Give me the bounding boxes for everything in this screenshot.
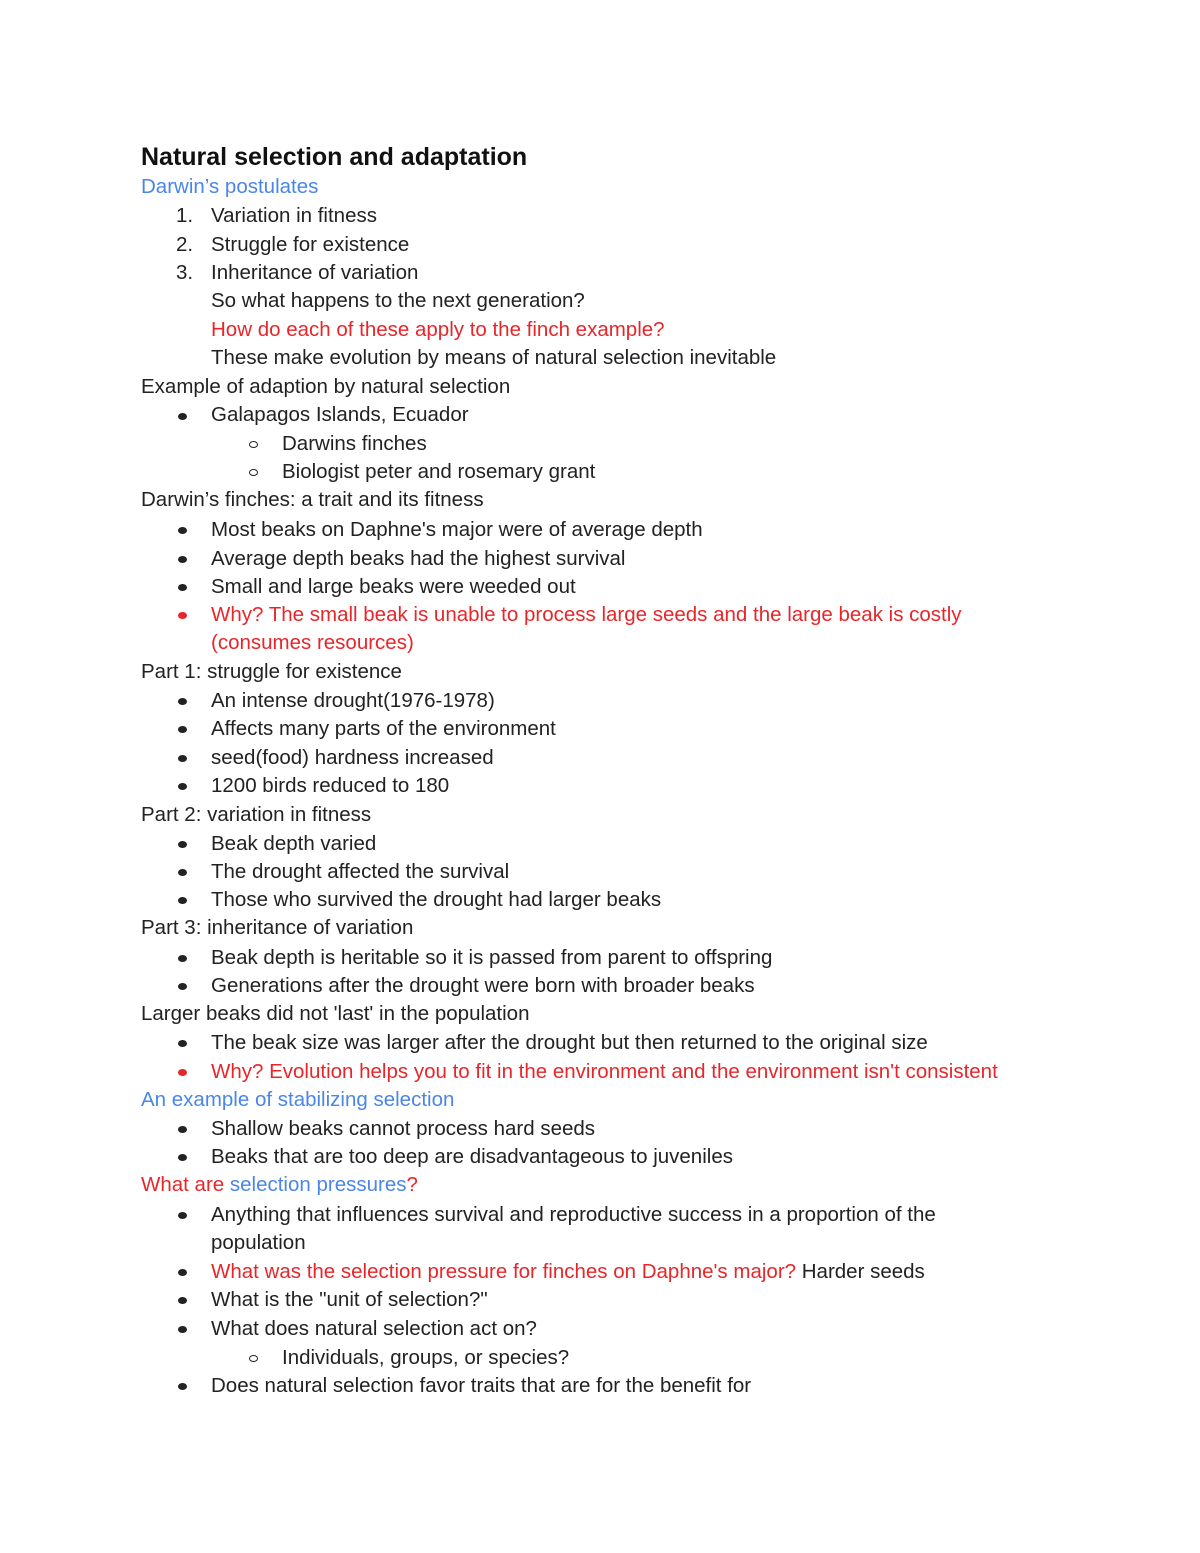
why-small-beak-cont: (consumes resources) xyxy=(211,631,414,654)
pressures-link: selection pressures xyxy=(229,1173,407,1196)
part3-heading: Part 3: inheritance of variation xyxy=(141,916,414,939)
bullet-icon xyxy=(178,783,187,790)
list-item: Struggle for existence xyxy=(211,233,410,256)
bullet-icon xyxy=(178,1040,187,1047)
stabilizing-heading: An example of stabilizing selection xyxy=(141,1088,455,1111)
list-item: Small and large beaks were weeded out xyxy=(211,575,576,598)
bullet-icon xyxy=(178,755,187,762)
list-number: 2. xyxy=(176,233,194,256)
part2-heading: Part 2: variation in fitness xyxy=(141,803,372,826)
bullet-icon xyxy=(178,841,187,848)
list-item-cont: population xyxy=(211,1231,306,1254)
pressure-answer: Harder seeds xyxy=(796,1260,925,1283)
bullet-icon xyxy=(178,556,187,563)
list-item: Biologist peter and rosemary grant xyxy=(282,460,596,483)
bullet-icon xyxy=(178,1154,187,1161)
list-item: What is the "unit of selection?" xyxy=(211,1288,488,1311)
finch-question: How do each of these apply to the finch example? xyxy=(211,318,665,341)
list-item: Darwins finches xyxy=(282,432,427,455)
bullet-icon xyxy=(178,1326,187,1333)
bullet-icon xyxy=(178,955,187,962)
list-item: Affects many parts of the environment xyxy=(211,717,556,740)
bullet-icon xyxy=(178,1383,187,1390)
list-item: An intense drought(1976-1978) xyxy=(211,689,495,712)
list-item: The beak size was larger after the drought but then returned to the original size xyxy=(211,1031,928,1054)
part1-heading: Part 1: struggle for existence xyxy=(141,660,402,683)
list-item: 1200 birds reduced to 180 xyxy=(211,774,450,797)
selection-pressures-heading xyxy=(141,1171,418,1199)
bullet-icon xyxy=(178,1297,187,1304)
list-item: Inheritance of variation xyxy=(211,261,419,284)
list-item: Anything that influences survival and reproductive success in a proportion of the xyxy=(211,1203,936,1226)
bullet-icon xyxy=(178,584,187,591)
hollow-bullet-icon xyxy=(249,1355,258,1362)
list-item: Shallow beaks cannot process hard seeds xyxy=(211,1117,596,1140)
hollow-bullet-icon xyxy=(249,441,258,448)
list-item: Individuals, groups, or species? xyxy=(282,1346,570,1369)
why-evolution: Why? Evolution helps you to fit in the environment and the environment isn't consistent xyxy=(211,1060,998,1083)
bullet-icon xyxy=(178,612,187,619)
bullet-icon xyxy=(178,983,187,990)
list-item: Most beaks on Daphne's major were of average depth xyxy=(211,518,703,541)
larger-beaks-heading: Larger beaks did not 'last' in the population xyxy=(141,1002,530,1025)
list-item: Average depth beaks had the highest survival xyxy=(211,547,626,570)
list-item: Beak depth varied xyxy=(211,832,377,855)
bullet-icon xyxy=(178,527,187,534)
why-small-beak: Why? The small beak is unable to process large seeds and the large beak is costly xyxy=(211,603,962,626)
document-title: Natural selection and adaptation xyxy=(141,143,528,171)
bullet-icon xyxy=(178,1269,187,1276)
trait-heading: Darwin’s finches: a trait and its fitness xyxy=(141,488,484,511)
list-item: seed(food) hardness increased xyxy=(211,746,494,769)
list-item: Does natural selection favor traits that are for the benefit for xyxy=(211,1374,752,1397)
bullet-icon xyxy=(178,1069,187,1076)
pressures-suffix: ? xyxy=(406,1173,418,1196)
next-generation-text: So what happens to the next generation? xyxy=(211,289,585,312)
bullet-icon xyxy=(178,869,187,876)
list-item: Beaks that are too deep are disadvantageous to juveniles xyxy=(211,1145,733,1168)
list-item: Beak depth is heritable so it is passed from parent to offspring xyxy=(211,946,773,969)
bullet-icon xyxy=(178,698,187,705)
list-item: What does natural selection act on? xyxy=(211,1317,537,1340)
pressure-question: What was the selection pressure for finches on Daphne's major? xyxy=(211,1260,797,1283)
list-item: Galapagos Islands, Ecuador xyxy=(211,403,469,426)
pressures-prefix: What are xyxy=(141,1173,230,1196)
hollow-bullet-icon xyxy=(249,469,258,476)
bullet-icon xyxy=(178,413,187,420)
list-item: The drought affected the survival xyxy=(211,860,510,883)
list-item xyxy=(211,1258,925,1286)
bullet-icon xyxy=(178,897,187,904)
list-item: Those who survived the drought had larger beaks xyxy=(211,888,662,911)
list-number: 1. xyxy=(176,204,194,227)
postulates-heading: Darwin’s postulates xyxy=(141,175,319,198)
bullet-icon xyxy=(178,1126,187,1133)
list-number: 3. xyxy=(176,261,194,284)
list-item: Generations after the drought were born with broader beaks xyxy=(211,974,755,997)
bullet-icon xyxy=(178,1212,187,1219)
adaption-heading: Example of adaption by natural selection xyxy=(141,375,511,398)
list-item: Variation in fitness xyxy=(211,204,377,227)
inevitable-text: These make evolution by means of natural selection inevitable xyxy=(211,346,777,369)
bullet-icon xyxy=(178,726,187,733)
